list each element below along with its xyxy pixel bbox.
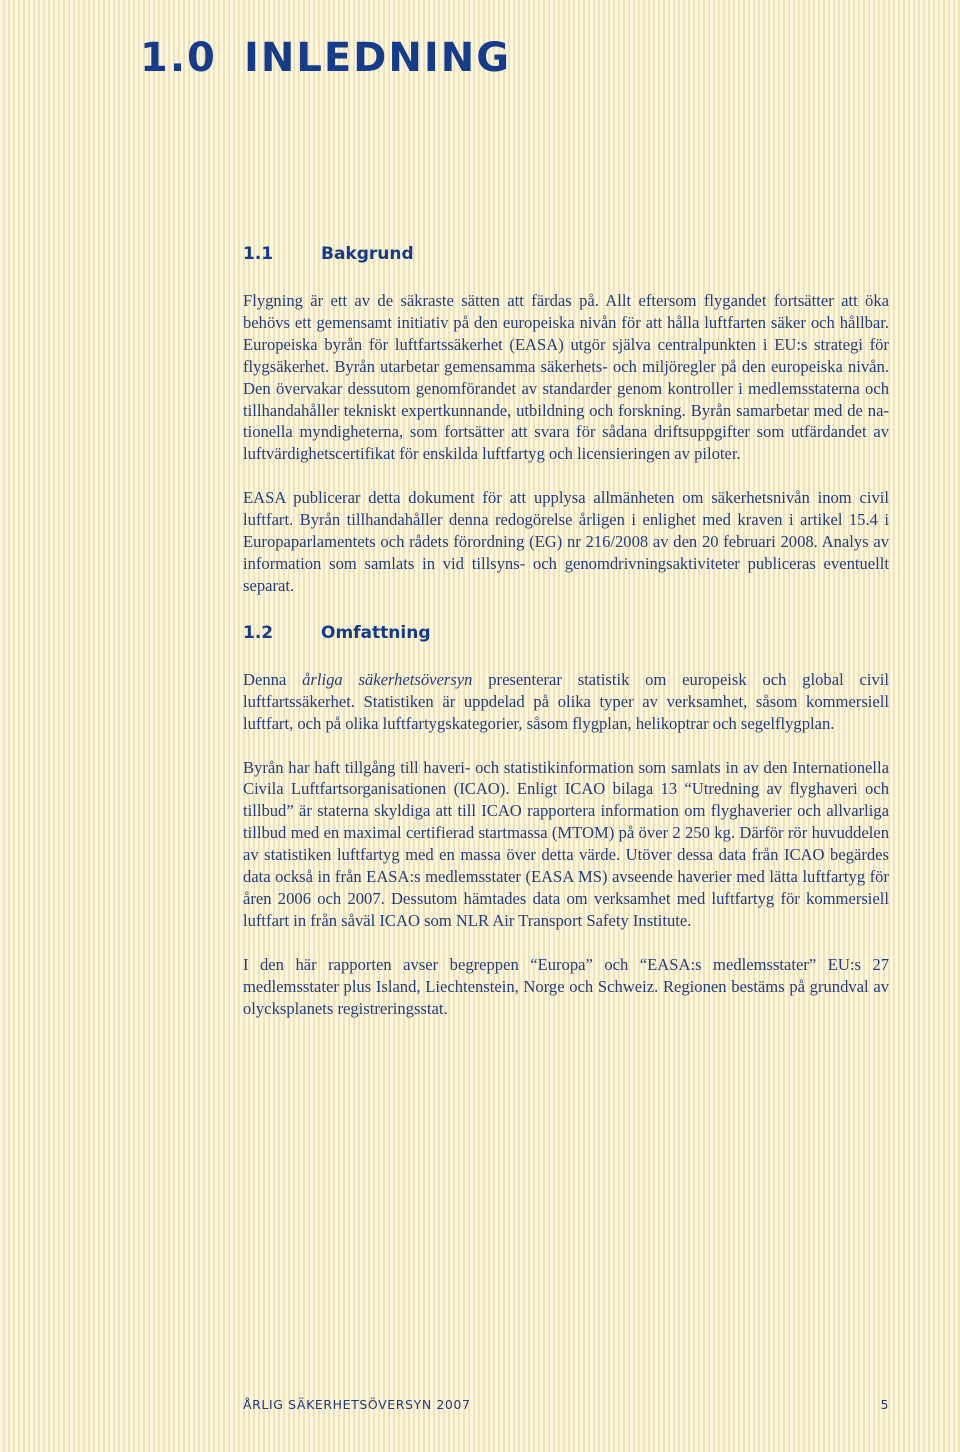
paragraph-text: Denna	[243, 669, 303, 689]
chapter-title: INLEDNING	[244, 35, 512, 81]
paragraph: Byrån har haft tillgång till haveri- och statistikinformation som samlats in av den Internationella Civila Luftfartsorganisationen (ICAO). Enligt ICAO bilaga 13 “Utredning av flyghaveri och tillbud” är staterna skyldiga att till ICAO rapportera information om flyghaverier och allvarliga tillbud med en maximal certifierad startmassa (MTOM) på över 2 250 kg. Därför rör huvuddelen av statistiken luftfartyg med en massa över detta värde. Utöver dessa data från ICAO begärdes data också in från EASA:s medlemsstater (EASA MS) avseende haverier med lätta luftfartyg för åren 2006 och 2007. Dessutom hämtades data om verksamhet med luftfartyg för kommersiell luftfart in från såväl ICAO som NLR Air Transport Safety Institute.	[243, 757, 889, 930]
chapter-number: 1.0	[140, 35, 217, 81]
section-number: 1.2	[243, 622, 274, 643]
section-heading-omfattning	[243, 619, 889, 647]
section-heading-bakgrund	[243, 240, 889, 268]
main-content	[243, 240, 889, 1041]
report-title-emphasis: årliga säkerhetsöversyn	[302, 669, 473, 689]
section-title: Omfattning	[321, 622, 431, 643]
section-title: Bakgrund	[321, 244, 414, 264]
paragraph: EASA publicerar detta dokument för att upplysa allmänheten om säkerhetsnivån inom civil luftfart. Byrån tillhandahåller denna redogörelse årligen i enlighet med kraven i artikel 15.4 i Europaparlamentets och rådets förordning (EG) nr 216/2008 av den 20 februari 2008. Analys av information som samlats in vid tillsyns- och genomdrivningsaktiviteter publiceras eventuellt separat.	[243, 488, 889, 595]
page-footer	[243, 1396, 889, 1414]
paragraph-text: presenterar statistik om europeisk och global civil luftfartssäkerhet. Statistiken är uppdelad på olika typer av verksamhet, såsom kommersiell luftfart, och på olika luftfartygskategorier, såsom flygplan, helikoptrar och segelflygplan.	[243, 669, 889, 733]
paragraph: I den här rapporten avser begreppen “Europa” och “EASA:s medlemsstater” EU:s 27 medlemsstater plus Island, Liechtenstein, Norge och Schweiz. Regionen bestäms på grundval av olycksplanets registreringsstat.	[243, 954, 889, 1018]
footer-title: ÅRLIG SÄKERHETSÖVERSYN 2007	[243, 1397, 471, 1412]
chapter-heading	[140, 32, 511, 84]
paragraph	[243, 669, 889, 735]
paragraph: Flygning är ett av de säkraste sätten att färdas på. Allt eftersom flygandet fortsätter att öka behövs ett gemensamt initiativ på den europeiska nivån för att hålla luftfarten säker och hållbar. Europeiska byrån för luftfartssäkerhet (EASA) utgör själva centralpunkten i EU:s strategi för flygsäkerhet. Byrån utarbetar gemensamma säkerhets- och miljöregler på den europeiska nivån. Den övervakar dessutom genomförandet av standarder genom kontroller i medlemsstaterna och tillhandahåller tekniskt expertkunnande, utbildning och forskning. Byrån samarbetar med de nationella myndigheterna, som fortsätter att svara för sådana driftsuppgifter som utfärdandet av luftvärdighetscertifikat för enskilda luftfartyg och licensieringen av piloter.	[243, 291, 889, 464]
section-number: 1.1	[243, 244, 274, 264]
page-number: 5	[880, 1397, 889, 1412]
